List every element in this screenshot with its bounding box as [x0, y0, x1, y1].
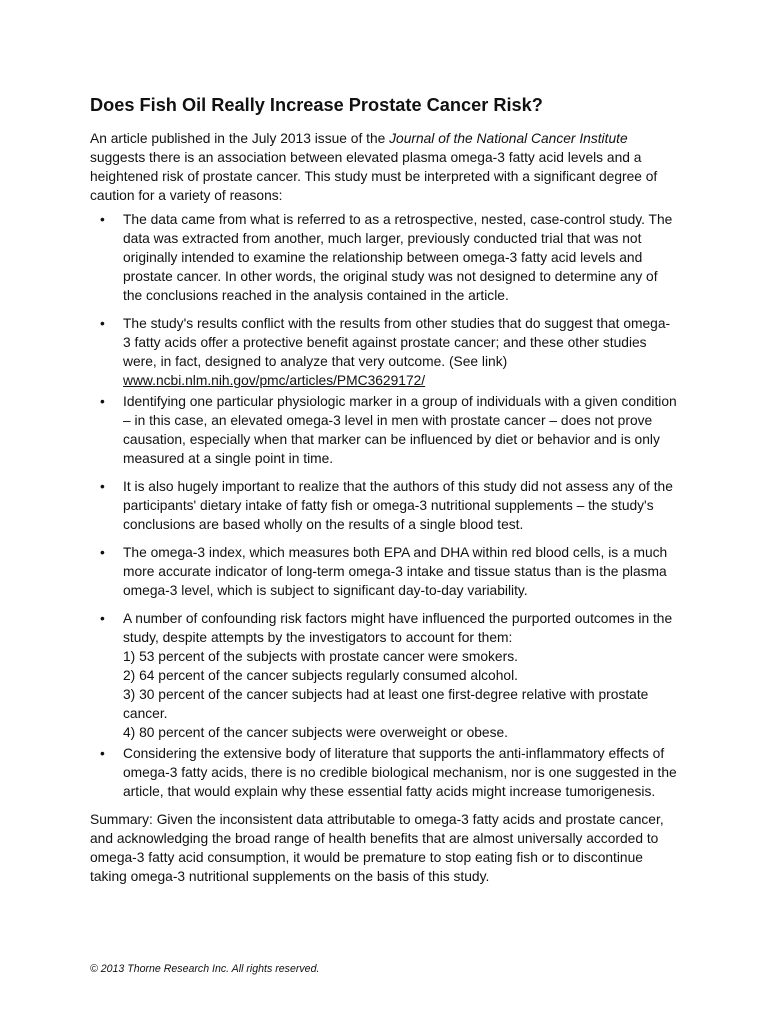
- list-item: [90, 609, 680, 742]
- bullet-text-line: study, despite attempts by the investigators to account for them:: [123, 630, 513, 645]
- intro-text-end: suggests there is an association between elevated plasma omega-3 fatty acid levels and a heightened risk of prostate cancer. This study must be interpreted with a significant degree of caution for a variety of reasons:: [90, 150, 658, 203]
- bullet-text-line: – in this case, an elevated omega-3 level in men with prostate cancer – does not prove: [123, 413, 653, 428]
- bullet-text-line: The data came from what is referred to as a retrospective, nested, case-control study. The: [123, 212, 673, 227]
- list-item: [90, 210, 680, 305]
- bullet-text-line: participants' dietary intake of fatty fish or omega-3 nutritional supplements – the study's: [123, 498, 654, 513]
- list-item: [90, 392, 680, 468]
- intro-paragraph: [90, 129, 680, 205]
- bullet-icon: •: [100, 394, 105, 409]
- bullet-icon: •: [100, 479, 105, 494]
- reasons-list: [90, 210, 680, 801]
- bullet-text-line: the conclusions reached in the analysis contained in the article.: [123, 288, 509, 303]
- bullet-icon: •: [100, 611, 105, 626]
- journal-name: Journal of the National Cancer Institute: [389, 131, 628, 146]
- bullet-text-line: 3 fatty acids offer a protective benefit against prostate cancer; and these other studies: [123, 335, 647, 350]
- bullet-text-line: 4) 80 percent of the cancer subjects were overweight or obese.: [123, 725, 508, 740]
- bullet-text-line: Identifying one particular physiologic marker in a group of individuals with a given condition: [123, 394, 677, 409]
- bullet-text-line: A number of confounding risk factors might have influenced the purported outcomes in the: [123, 611, 673, 626]
- bullet-icon: •: [100, 746, 105, 761]
- copyright-footer: © 2013 Thorne Research Inc. All rights reserved.: [90, 963, 320, 975]
- bullet-text-line: 1) 53 percent of the subjects with prostate cancer were smokers.: [123, 649, 518, 664]
- bullet-text-line: conclusions are based wholly on the results of a single blood test.: [123, 517, 524, 532]
- list-item: [90, 543, 680, 600]
- list-item: [90, 477, 680, 534]
- bullet-text-line: 3) 30 percent of the cancer subjects had at least one first-degree relative with prostate: [123, 687, 649, 702]
- intro-text-start: An article published in the July 2013 issue of the: [90, 131, 390, 146]
- list-item: [90, 314, 680, 390]
- bullet-text-line: originally intended to examine the relationship between omega-3 fatty acid levels and: [123, 250, 643, 265]
- bullet-text-line: 2) 64 percent of the cancer subjects regularly consumed alcohol.: [123, 668, 518, 683]
- bullet-text-line: more accurate indicator of long-term omega-3 intake and tissue status than is the plasma: [123, 564, 667, 579]
- bullet-text-line: cancer.: [123, 706, 168, 721]
- bullet-text-line: were, in fact, designed to analyze that very outcome. (See link): [123, 354, 508, 369]
- list-item: [90, 744, 680, 801]
- bullet-icon: •: [100, 316, 105, 331]
- bullet-text-line: Considering the extensive body of literature that supports the anti-inflammatory effects of: [123, 746, 665, 761]
- bullet-text-line: article, that would explain why these essential fatty acids might increase tumorigenesis.: [123, 784, 656, 799]
- bullet-text-line: causation, especially when that marker can be influenced by diet or behavior and is only: [123, 432, 660, 447]
- bullet-icon: •: [100, 212, 105, 227]
- bullet-text-line: data was extracted from another, much larger, previously conducted trial that was not: [123, 231, 642, 246]
- bullet-icon: •: [100, 545, 105, 560]
- article-title: Does Fish Oil Really Increase Prostate Cancer Risk?: [90, 95, 543, 115]
- pmc-article-link[interactable]: www.ncbi.nlm.nih.gov/pmc/articles/PMC3629172/: [123, 373, 426, 388]
- bullet-text-line: measured at a single point in time.: [123, 451, 334, 466]
- bullet-text-line: prostate cancer. In other words, the original study was not designed to determine any of: [123, 269, 658, 284]
- article-page: [90, 94, 680, 886]
- bullet-text-line: The omega-3 index, which measures both EPA and DHA within red blood cells, is a much: [123, 545, 668, 560]
- bullet-text-line: omega-3 fatty acids, there is no credible biological mechanism, nor is one suggested in the: [123, 765, 677, 780]
- bullet-text-line: omega-3 level, which is subject to significant day-to-day variability.: [123, 583, 528, 598]
- bullet-text-line: The study's results conflict with the results from other studies that do suggest that omega-: [123, 316, 671, 331]
- bullet-text-line: It is also hugely important to realize that the authors of this study did not assess any of the: [123, 479, 673, 494]
- summary-paragraph: Summary: Given the inconsistent data attributable to omega-3 fatty acids and prostate cancer, and acknowledging the broad range of health benefits that are almost universally accorded to omega-3 fatty acid consumption, it would be premature to stop eating fish or to discontinue taking omega-3 nutritional supplements on the basis of this study.: [90, 812, 664, 884]
